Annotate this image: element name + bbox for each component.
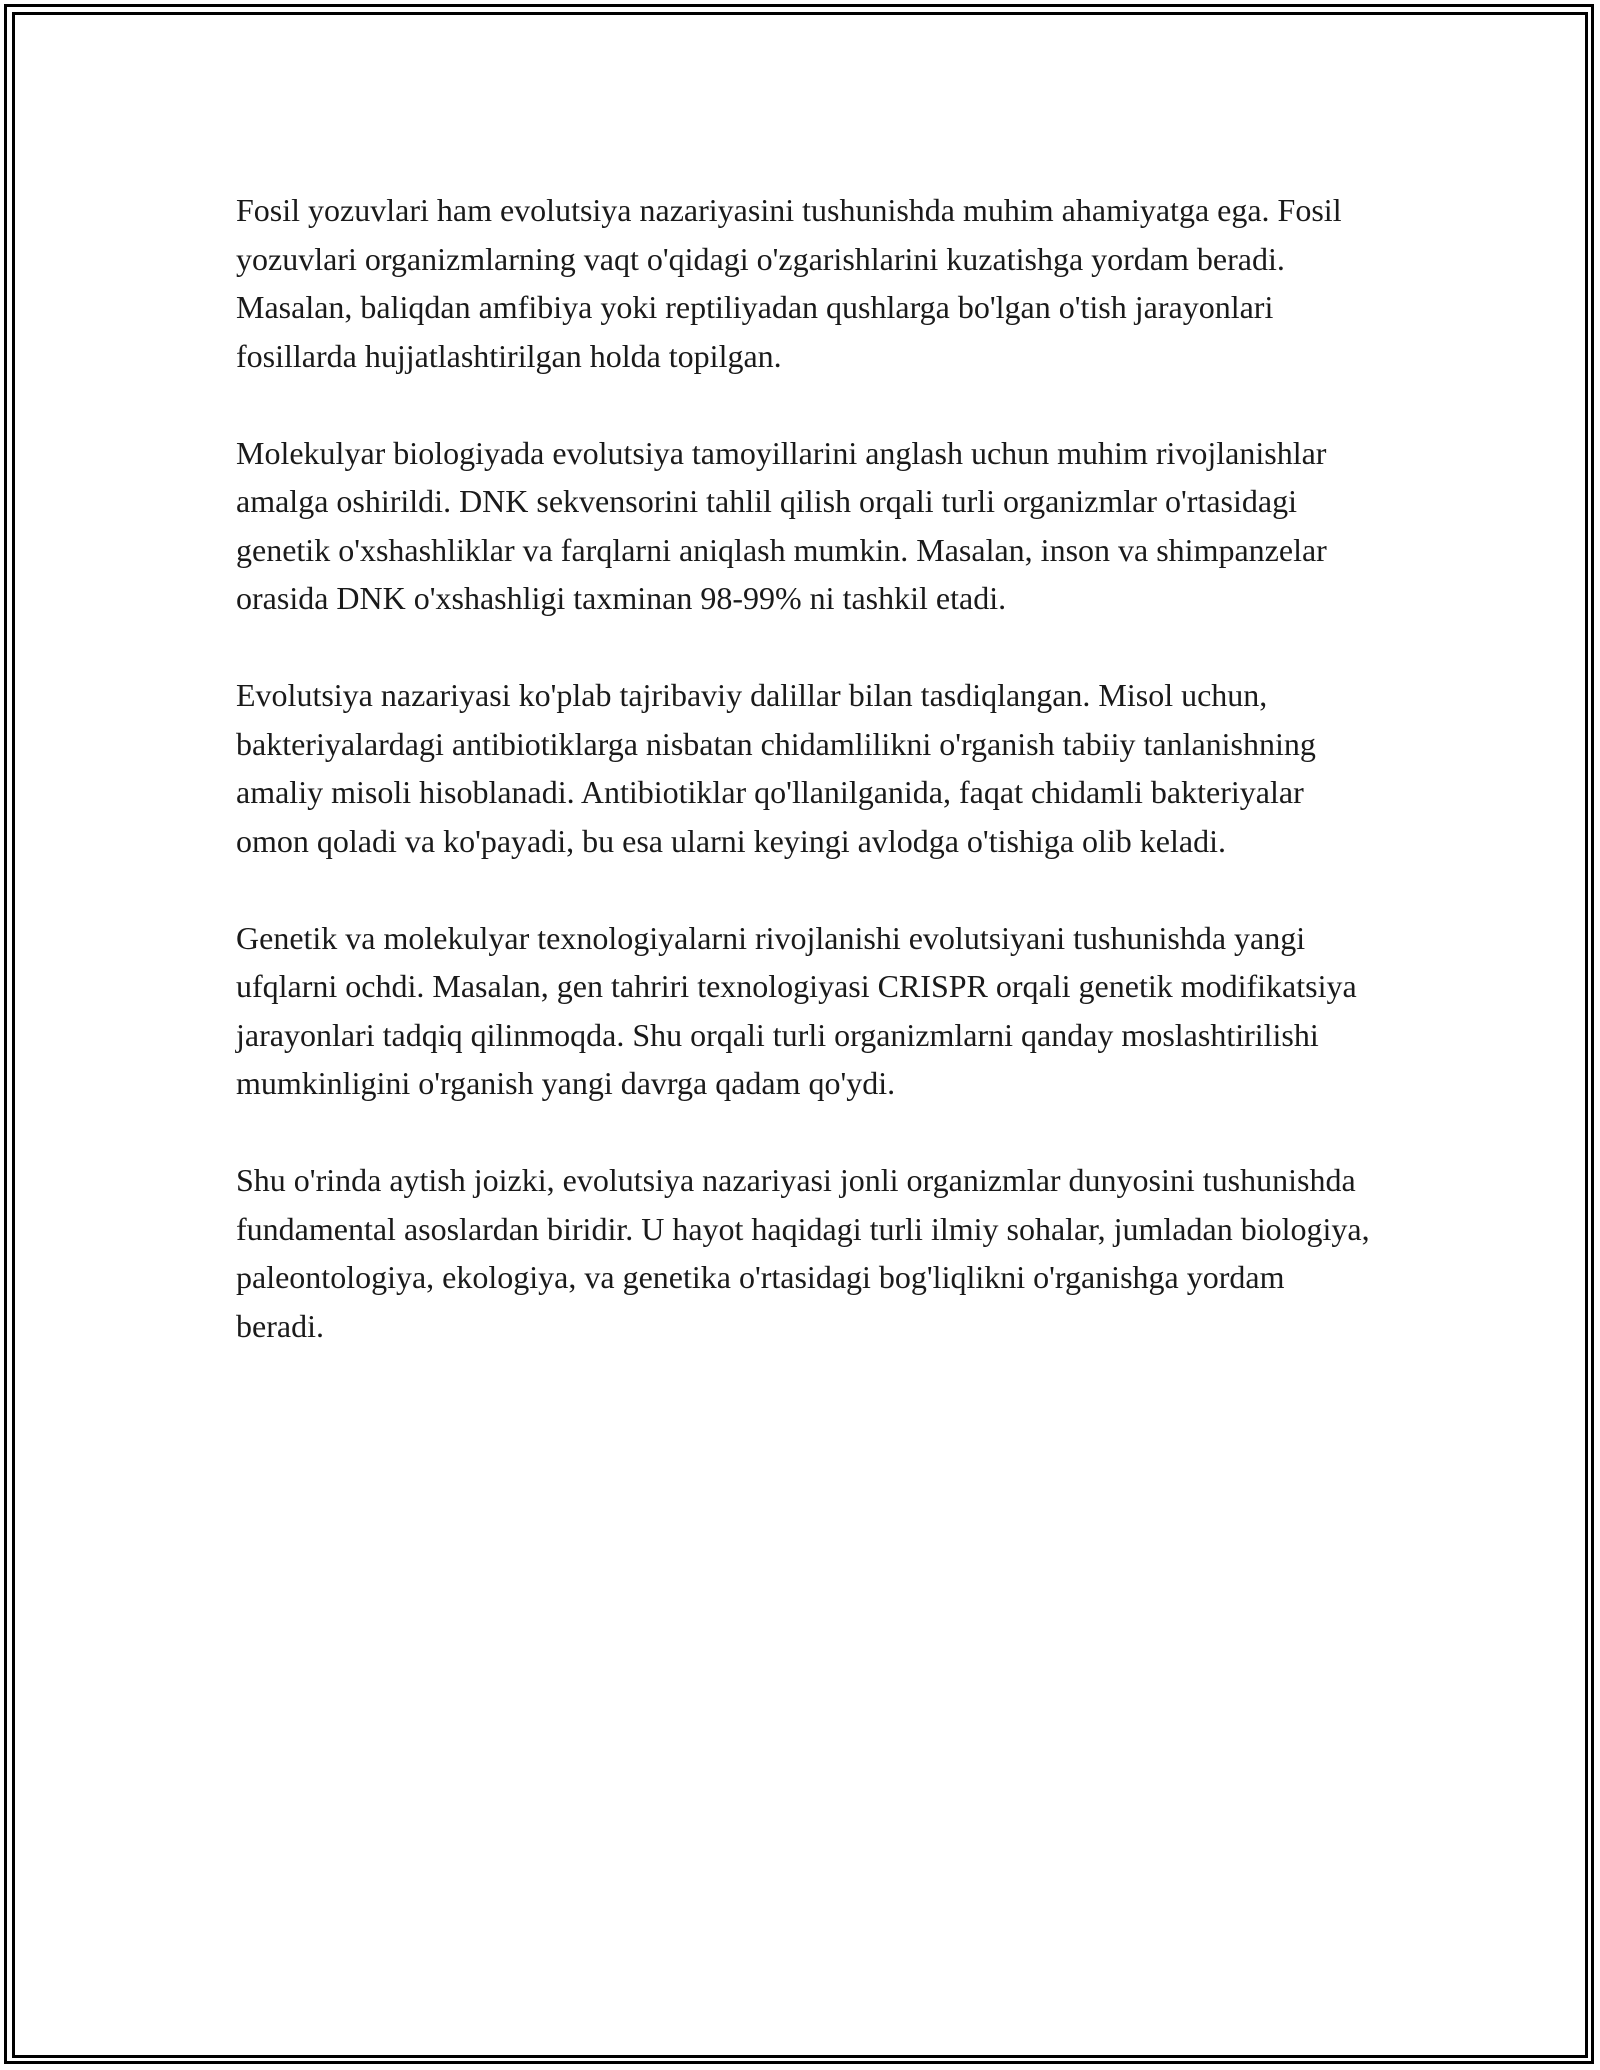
paragraph-conclusion: Shu o'rinda aytish joizki, evolutsiya nazariyasi jonli organizmlar dunyosini tushunishda fundamental asoslardan biridir. U hayot haqidagi turli ilmiy sohalar, jumladan biologiya, paleontologiya, ekologiya, va genetika o'rtasidagi bog'liqlikni o'rganishga yordam beradi. bbox=[236, 1162, 1370, 1344]
paragraph-molecular-biology: Molekulyar biologiyada evolutsiya tamoyillarini anglash uchun muhim rivojlanishlar amalga oshirildi. DNK sekvensorini tahlil qilish orqali turli organizmlar o'rtasidagi genetik o'xshashliklar va farqlarni aniqlash mumkin. Masalan, inson va shimpanzelar orasida DNK o'xshashligi taxminan 98-99% ni tashkil etadi. bbox=[236, 434, 1327, 616]
paragraph-fossil-records: Fosil yozuvlari ham evolutsiya nazariyasini tushunishda muhim ahamiyatga ega. Fosil yozuvlari organizmlarning vaqt o'qidagi o'zgarishlarini kuzatishga yordam beradi. Masalan, baliqdan amfibiya yoki reptiliyadan qushlarga bo'lgan o'tish jarayonlari fosillarda hujjatlashtirilgan holda topilgan. bbox=[236, 192, 1342, 374]
document-body bbox=[236, 186, 1376, 1399]
paragraph-genetic-technologies: Genetik va molekulyar texnologiyalarni rivojlanishi evolutsiyani tushunishda yangi ufqlarni ochdi. Masalan, gen tahriri texnologiyasi CRISPR orqali genetik modifikatsiya jarayonlari tadqiq qilinmoqda. Shu orqali turli organizmlarni qanday moslashtirilishi mumkinligini o'rganish yangi davrga qadam qo'ydi. bbox=[236, 919, 1357, 1101]
paragraph-experimental-evidence: Evolutsiya nazariyasi ko'plab tajribaviy dalillar bilan tasdiqlangan. Misol uchun, bakteriyalardagi antibiotiklarga nisbatan chidamlilikni o'rganish tabiiy tanlanishning amaliy misoli hisoblanadi. Antibiotiklar qo'llanilganida, faqat chidamli bakteriyalar omon qoladi va ko'payadi, bu esa ularni keyingi avlodga o'tishiga olib keladi. bbox=[236, 677, 1316, 859]
